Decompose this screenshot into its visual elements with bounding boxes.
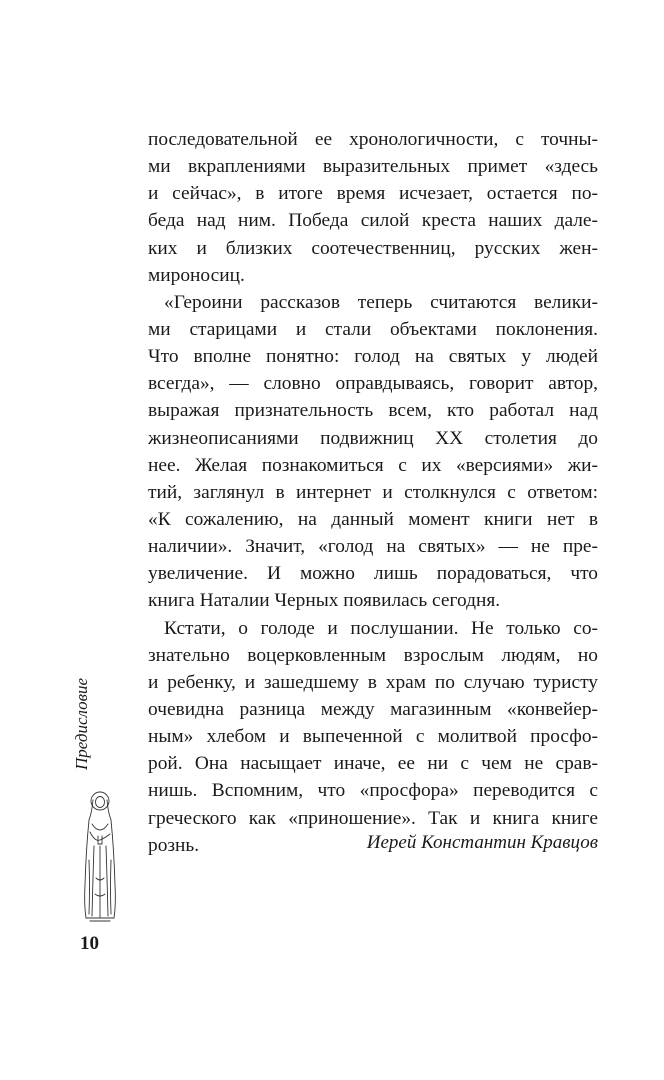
- page-number: 10: [80, 933, 99, 954]
- text-line: очевидна разница между магазинным «конвейер-: [148, 698, 598, 720]
- text-line: беда над ним. Победа силой креста наших далe-: [148, 210, 598, 232]
- text-line: увеличение. И можно лишь порадоваться, что: [148, 563, 598, 585]
- text-line: ным» хлебом и выпеченной с молитвой просфо-: [148, 726, 598, 748]
- text-line: «Героини рассказов теперь считаются велики-: [164, 291, 598, 313]
- text-line: последовательной ее хронологичности, с точны-: [148, 129, 598, 150]
- text-line: «К сожалению, на данный момент книги нет в: [148, 508, 598, 530]
- text-line: книга Наталии Черных появилась сегодня.: [148, 590, 501, 612]
- text-line: нишь. Вспомним, что «просфора» переводится с: [148, 780, 598, 802]
- text-line: наличии». Значит, «голод на святых» — не пре-: [148, 536, 598, 558]
- text-line: греческого как «приношение». Так и книга книге: [148, 807, 598, 829]
- body-text: [148, 126, 598, 859]
- text-line: ких и близких соотечественниц, русских жен-: [148, 237, 598, 259]
- saint-figure-icon: [76, 790, 124, 922]
- text-line: Что вполне понятно: голод на святых у людей: [148, 346, 598, 368]
- text-line: рознь.: [148, 834, 200, 856]
- text-line: ми старицами и стали объектами поклонения.: [148, 318, 598, 340]
- text-line: жизнеописаниями подвижниц XX столетия до: [148, 427, 598, 449]
- text-line: и ребенку, и зашедшему в храм по случаю туристу: [148, 671, 598, 693]
- text-line: выражая признательность всем, кто работал над: [148, 400, 598, 422]
- text-line: ми вкраплениями выразительных примет «здесь: [148, 156, 598, 178]
- author-signature: Иерей Константин Кравцов: [366, 832, 598, 853]
- text-line: знательно воцерковленным взрослым людям, но: [148, 644, 598, 666]
- running-head: Предисловие: [72, 677, 91, 770]
- text-line: Кстати, о голоде и послушании. Не только со-: [164, 617, 598, 639]
- text-line: тий, заглянул в интернет и столкнулся с ответом:: [148, 481, 598, 503]
- text-line: всегда», — словно оправдываясь, говорит автор,: [148, 373, 598, 395]
- text-line: нее. Желая познакомиться с их «версиями» жи-: [148, 454, 598, 476]
- text-line: мироносиц.: [148, 264, 245, 286]
- text-line: и сейчас», в итоге время исчезает, остается по-: [148, 183, 598, 205]
- text-line: рой. Она насыщает иначе, ее ни с чем не срав-: [148, 753, 598, 775]
